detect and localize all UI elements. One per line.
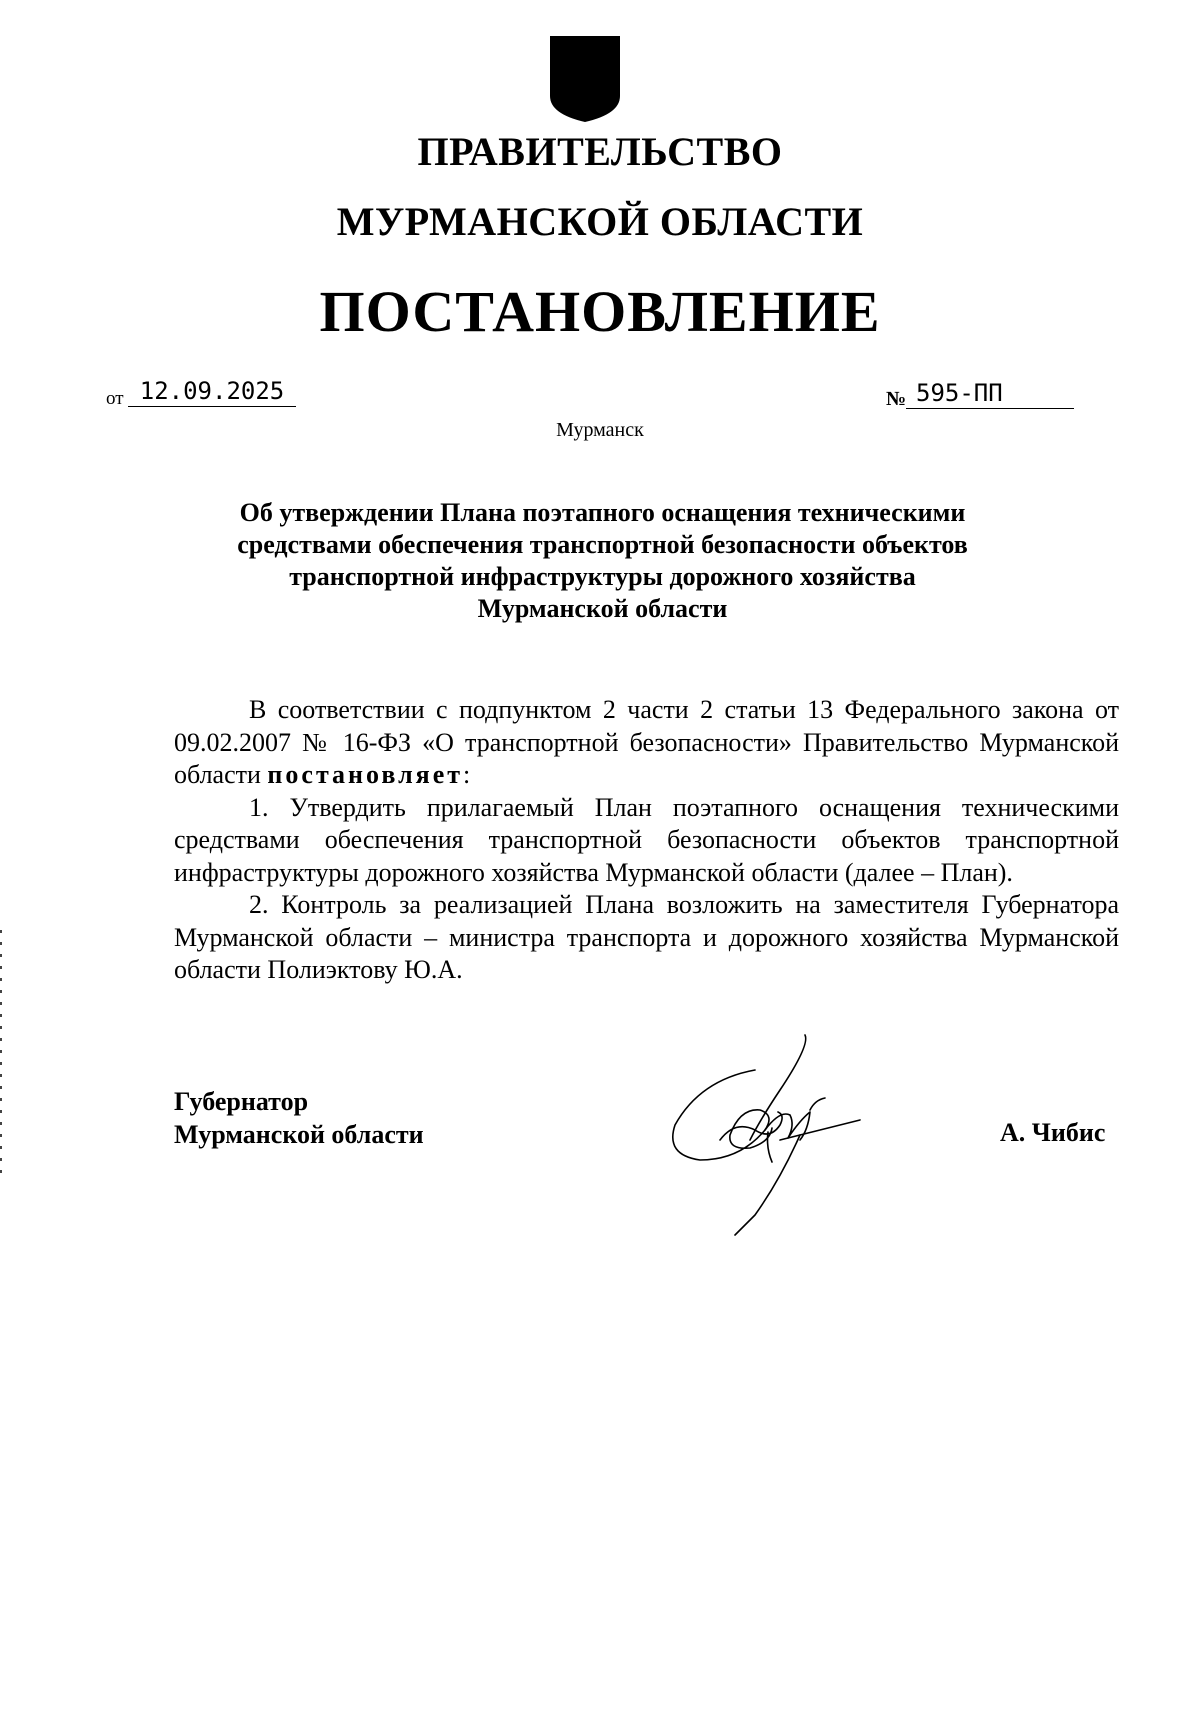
document-number: 595-ПП — [906, 378, 1074, 409]
preamble-paragraph — [174, 694, 1119, 792]
government-name-line1: ПРАВИТЕЛЬСТВО — [417, 129, 783, 174]
handwritten-signature — [660, 1030, 890, 1240]
decree-keyword: постановляет — [267, 760, 464, 789]
title-line: средствами обеспечения транспортной безопасности объектов — [237, 530, 968, 559]
number-label: № — [886, 388, 907, 410]
preamble-text: В соответствии с подпунктом 2 части 2 статьи 13 Федерального закона от 09.02.2007 № 16-ФЗ «О транспортной безопасности» Правительство Мурманской области — [174, 695, 1119, 789]
preamble-colon: : — [463, 760, 471, 789]
document-title — [180, 497, 1025, 625]
date-label: от — [106, 388, 124, 409]
signatory-title — [174, 1085, 424, 1151]
signatory-name: А. Чибис — [1000, 1118, 1106, 1147]
item-1-paragraph: 1. Утвердить прилагаемый План поэтапного оснащения техническими средствами обеспечения транспортной безопасности объектов транспортной инфраструктуры дорожного хозяйства Мурманской области (далее – План). — [174, 792, 1119, 887]
title-line: Мурманской области — [477, 594, 728, 623]
document-body — [174, 694, 1119, 987]
government-name-line2: МУРМАНСКОЙ ОБЛАСТИ — [336, 199, 864, 244]
coat-of-arms-icon — [544, 34, 626, 124]
signatory-title-line1: Губернатор — [174, 1087, 309, 1116]
scan-edge-marks — [0, 930, 2, 1180]
item-2-paragraph: 2. Контроль за реализацией Плана возложить на заместителя Губернатора Мурманской области – министра транспорта и дорожного хозяйства Мурманской области Полиэктову Ю.А. — [174, 890, 1119, 984]
signatory-title-line2: Мурманской области — [174, 1120, 424, 1149]
document-type-heading: ПОСТАНОВЛЕНИЕ — [319, 279, 881, 344]
city-name: Мурманск — [556, 419, 644, 441]
title-line: транспортной инфраструктуры дорожного хозяйства — [289, 562, 916, 591]
title-line: Об утверждении Плана поэтапного оснащения техническими — [239, 498, 966, 527]
date-value: 12.09.2025 — [128, 376, 296, 407]
